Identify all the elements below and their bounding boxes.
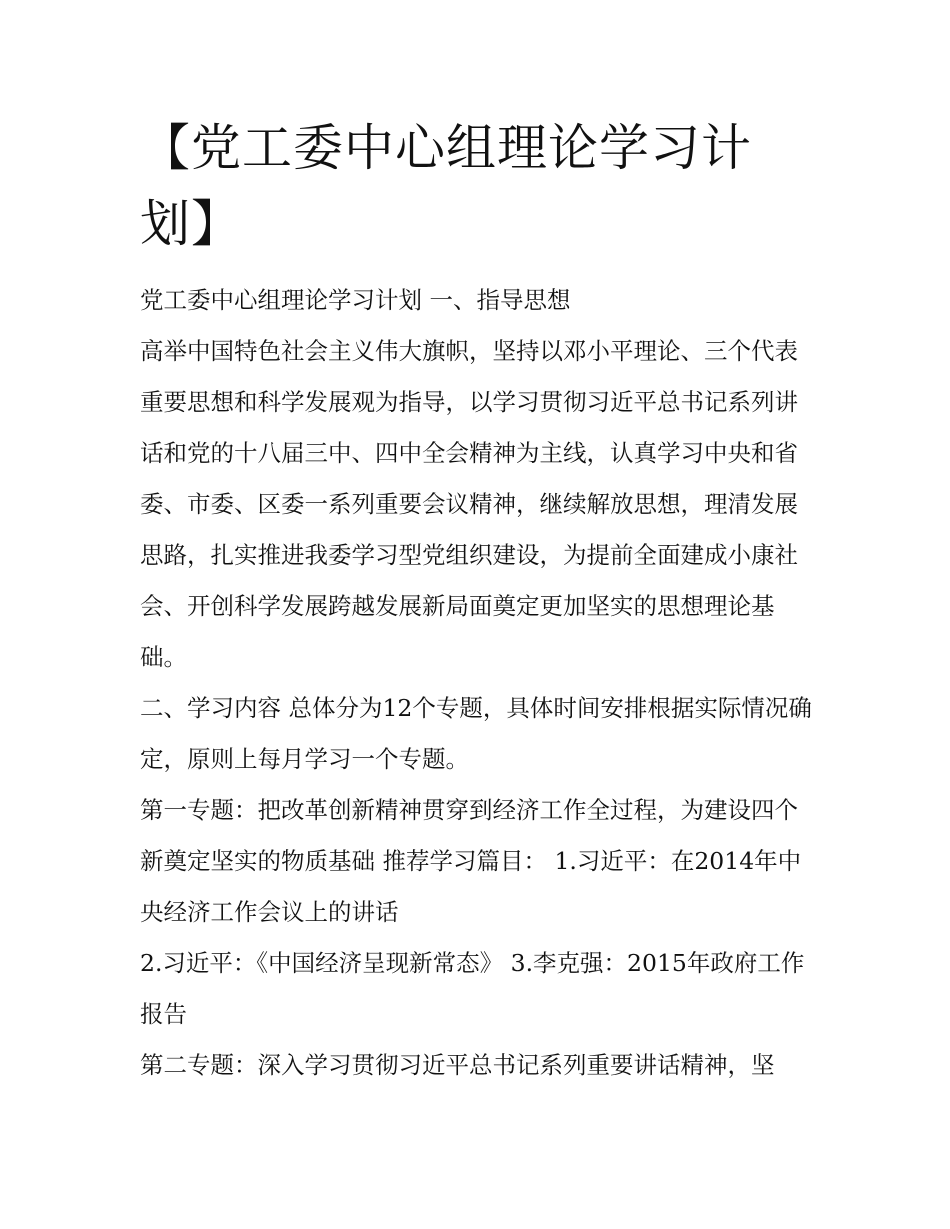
paragraph-study-content: 二、学习内容 总体分为12个专题，具体时间安排根据实际情况确定，原则上每月学习一个专题。 — [140, 694, 812, 773]
paragraph-guiding-ideology: 高举中国特色社会主义伟大旗帜，坚持以邓小平理论、三个代表重要思想和科学发展观为指导，以学习贯彻习近平总书记系列讲话和党的十八届三中、四中全会精神为主线，认真学习中央和省委、市委、区委一系列重要会议精神，继续解放思想，理清发展思路，扎实推进我委学习型党组织建设，为提前全面建成小康社会、开创科学发展跨越发展新局面奠定更加坚实的思想理论基础。 — [140, 337, 798, 671]
paragraph-topic-one-readings: 2.习近平：《中国经济呈现新常态》 3.李克强：2015年政府工作报告 — [140, 949, 805, 1028]
paragraph-topic-one: 第一专题：把改革创新精神贯穿到经济工作全过程，为建设四个新奠定坚实的物质基础 推荐学习篇目： 1.习近平：在2014年中央经济工作会议上的讲话 — [140, 796, 802, 926]
paragraph-topic-two: 第二专题：深入学习贯彻习近平总书记系列重要讲话精神，坚 — [140, 1051, 775, 1079]
document-title: 【党工委中心组理论学习计划】 — [140, 119, 752, 253]
document-body — [140, 275, 812, 1091]
paragraph-guiding-ideology-heading: 党工委中心组理论学习计划 一、指导思想 — [140, 286, 571, 314]
